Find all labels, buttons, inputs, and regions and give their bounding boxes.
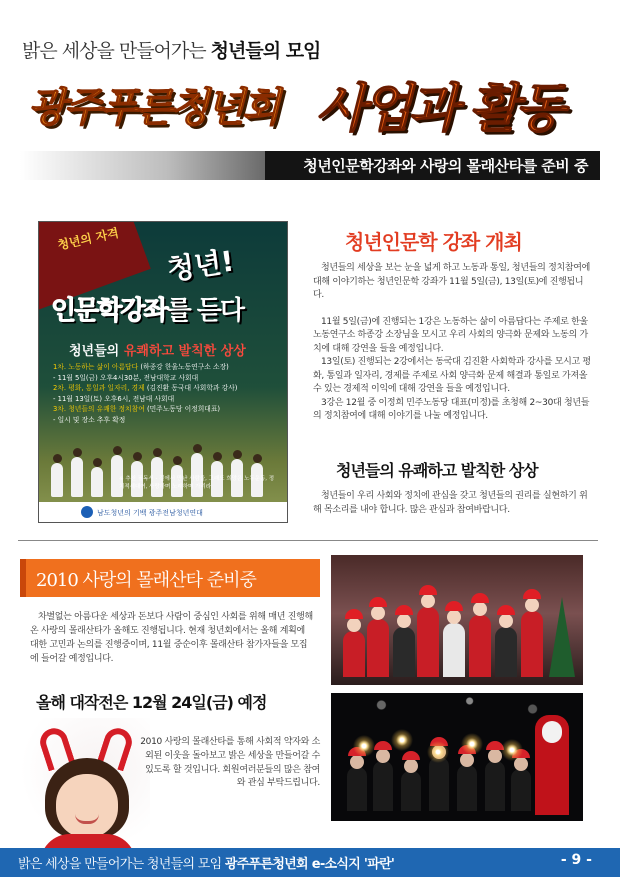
poster-line4: - 11월 13일(토) 오후6시, 전남대 사회대	[53, 394, 175, 403]
poster-line5: 3차. 청년들의 유쾌한 정치참여	[53, 405, 145, 413]
page-number: - 9 -	[560, 852, 592, 868]
page-title	[28, 66, 598, 139]
poster-line1: 1차. 노동하는 삶이 아름답다	[53, 363, 139, 371]
santa-heading: 2010 사랑의 몰래산타 준비중	[20, 559, 320, 597]
poster-title-a: 인문학	[51, 296, 121, 326]
lecture-poster	[38, 221, 288, 523]
poster-headline: 청년!	[165, 244, 237, 287]
poster-line1-note: (하종강 한울노동연구소 소장)	[140, 363, 229, 371]
lecture-paragraph-3: 13일(토) 진행되는 2강에서는 동국대 김진환 사회학과 강사를 모시고 평화, 통일과 일자리, 경제를 주제로 사회 양극화 문제 해결과 통일로 가져올 수 있는 경제적 이익에 대해 강연을 들을 예정입니다.	[313, 357, 591, 394]
poster-subtitle-a: 청년들의	[69, 344, 124, 359]
poster-reading-note: ※ 추천 필독서 - 길에서 만난 사람들, 그래도 희망은 노동운동, 정치적세대여, 사랑하며 노래하며 가리라	[119, 476, 275, 490]
tagline	[22, 36, 320, 63]
tagline-plain: 밝은 세상을 만들어가는	[22, 40, 211, 62]
poster-line6: - 일시 및 장소 추후 확정	[53, 415, 126, 424]
title-organization: 광주푸른청년회	[28, 85, 278, 131]
poster-title-b: 강좌	[120, 296, 167, 326]
page-footer	[0, 848, 620, 877]
poster-footer: 남도청년의 기백 광주전남청년연대	[39, 502, 287, 522]
lecture-paragraph-2: 11월 5일(금)에 진행되는 1강은 노동하는 삶이 아름답다는 주제로 한울노동연구소 하종강 소장님을 모시고 우리 사회의 양극화 문제와 노동의 가치에 대해 강연을 들을 예정입니다.	[313, 316, 588, 354]
imagination-heading: 청년들의 유쾌하고 발칙한 상상	[336, 461, 538, 480]
poster-title-c: 를 듣다	[166, 296, 243, 326]
lecture-heading: 청년인문학 강좌 개최	[345, 230, 522, 254]
tagline-bold: 청년들의 모임	[210, 40, 321, 62]
title-activities: 사업과 활동	[316, 79, 562, 139]
poster-line5-note: (민주노동당 이정희대표)	[146, 405, 221, 413]
santa-date-heading: 올해 대작전은 12월 24일(금) 예정	[36, 693, 267, 712]
imagination-paragraph: 청년들이 우리 사회와 정치에 관심을 갖고 청년들의 권리를 실현하기 위해 목소리를 내야 합니다. 많은 관심과 참여바랍니다.	[313, 491, 588, 515]
santa-night-photo	[331, 693, 583, 821]
poster-subtitle	[69, 340, 246, 359]
imagination-body	[313, 490, 591, 517]
section-divider	[18, 540, 598, 541]
poster-subtitle-b: 유쾌하고 발칙한 상상	[123, 344, 246, 359]
footer-text-bold: 광주푸른청년회 e-소식지 '파란'	[224, 857, 395, 872]
santa-figure	[535, 715, 569, 815]
santa-body	[30, 610, 315, 666]
santa-group-photo	[331, 555, 583, 685]
reindeer-girl-photo	[20, 718, 150, 848]
lecture-body	[313, 262, 591, 424]
footer-text	[18, 853, 394, 872]
poster-line2: - 11월 5일(금) 오후4시30분, 전남대학교 사회대	[53, 373, 199, 382]
organization-logo-icon	[81, 506, 93, 518]
poster-slogan: 청년의 자격	[56, 225, 121, 253]
poster-schedule	[53, 362, 279, 425]
poster-line3: 2차. 평화, 통일과 일자리, 경제	[53, 384, 145, 392]
poster-title	[51, 290, 243, 327]
sub-banner-gradient	[20, 151, 265, 180]
santa-paragraph-1: 차별없는 아름다운 세상과 돈보다 사람이 중심인 사회를 위해 매년 진행해 온 사랑의 몰래산타가 올해도 진행됩니다. 현재 청년회에서는 올해 계획에 대한 고민과 논의를 진행중이며, 11월 중순이후 몰래산타 참가자들을 모집에 들어갈 예정입니다.	[30, 612, 313, 664]
santa-paragraph-2: 2010 사랑의 몰래산타를 통해 사회적 약자와 소외된 이웃을 돌아보고 밝은 세상을 만들어갈 수 있도록 할 것입니다. 회원여러분들의 많은 참여와 관심 부탁드립니다.	[140, 737, 320, 789]
poster-line3-note: (김진환 동국대 사회학과 강사)	[146, 384, 238, 392]
footer-text-plain: 밝은 세상을 만들어가는 청년들의 모임	[18, 857, 225, 872]
sub-banner	[20, 151, 600, 180]
lecture-paragraph-1: 청년들의 세상을 보는 눈을 넓게 하고 노동과 통일, 청년들의 정치참여에 대해 이야기하는 청년인문학 강좌가 11월 5일(금), 13일(토)에 진행됩니다.	[313, 263, 591, 300]
sub-banner-text: 청년인문학강좌와 사랑의 몰래산타를 준비 중	[303, 157, 588, 175]
lecture-paragraph-4: 3강은 12월 중 이정희 민주노동당 대표(미정)를 초청해 2~30대 청년들의 정치참여에 대해 이야기를 나눌 예정입니다.	[313, 397, 590, 421]
